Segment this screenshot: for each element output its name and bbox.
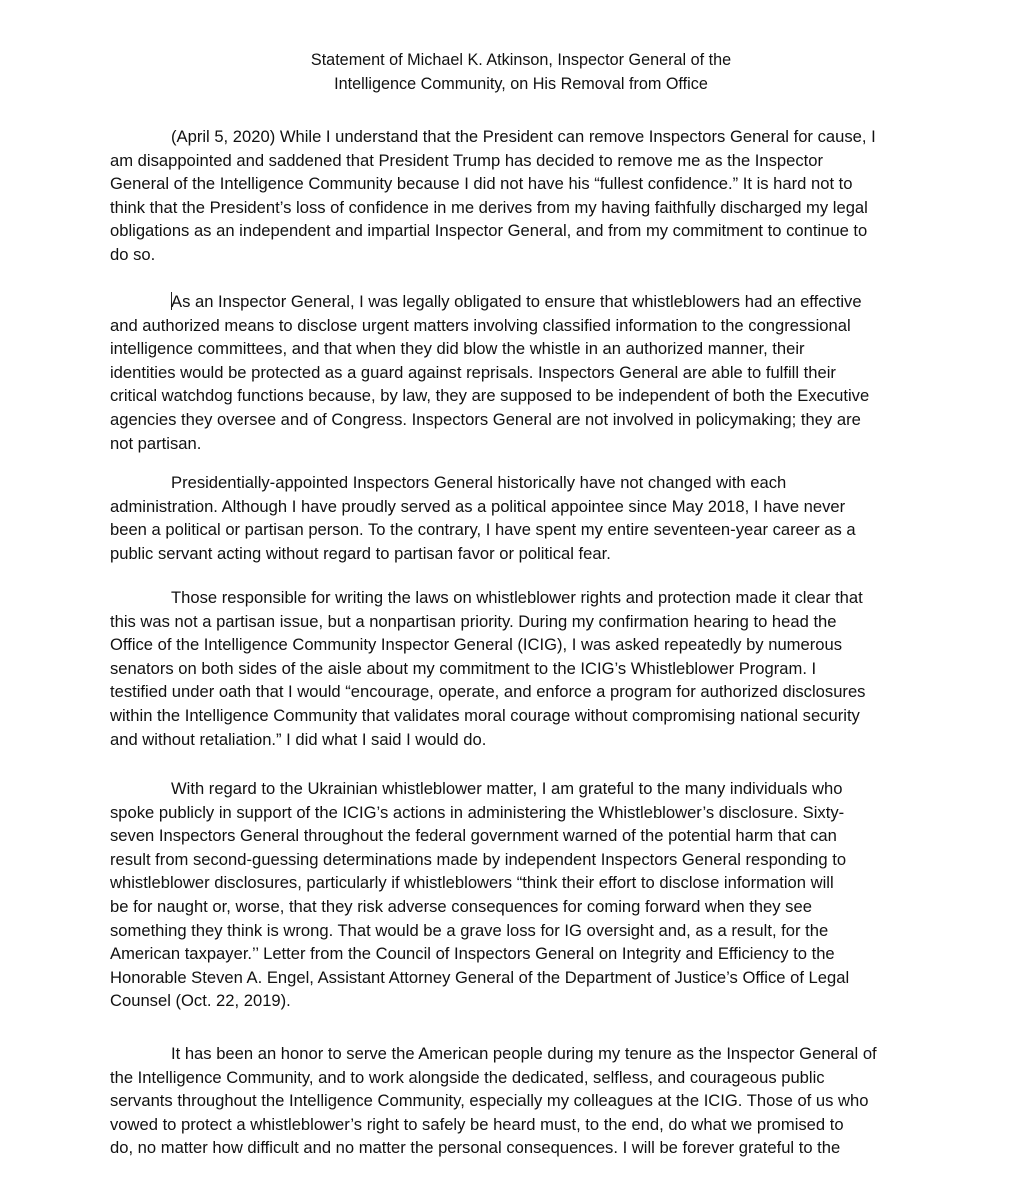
paragraph-line: and authorized means to disclose urgent matters involving classified information to the congressional xyxy=(110,315,851,335)
paragraph-line: vowed to protect a whistleblower’s right to safely be heard must, to the end, do what we promised to xyxy=(110,1114,844,1134)
paragraph-line: result from second-guessing determinations made by independent Inspectors General responding to xyxy=(110,849,847,869)
paragraph-line: intelligence committees, and that when they did blow the whistle in an authorized manner, their xyxy=(110,339,805,359)
paragraph-line: Office of the Intelligence Community Inspector General (ICIG), I was asked repeatedly by numerous xyxy=(110,635,843,655)
title-line-1: Statement of Michael K. Atkinson, Inspector General of the xyxy=(310,51,732,69)
paragraph-3 xyxy=(110,471,942,565)
paragraph-line: this was not a partisan issue, but a nonpartisan priority. During my confirmation hearing to head the xyxy=(110,611,837,631)
paragraph-line: been a political or partisan person. To the contrary, I have spent my entire seventeen-year career as a xyxy=(110,520,856,540)
paragraph-line: servants throughout the Intelligence Community, especially my colleagues at the ICIG. Those of us who xyxy=(110,1091,869,1111)
paragraph-line: Honorable Steven A. Engel, Assistant Attorney General of the Department of Justice’s Office of Legal xyxy=(110,967,850,987)
paragraph-line-text: As an Inspector General, I was legally obligated to ensure that whistleblowers had an effective xyxy=(171,292,862,311)
paragraph-line: Counsel (Oct. 22, 2019). xyxy=(110,991,291,1011)
paragraph-line: It has been an honor to serve the American people during my tenure as the Inspector General of xyxy=(171,1044,877,1063)
paragraph-5 xyxy=(110,777,942,1013)
paragraph-line: am disappointed and saddened that President Trump has decided to remove me as the Inspector xyxy=(110,150,824,170)
title-line-2: Intelligence Community, on His Removal from Office xyxy=(334,75,708,93)
paragraph-line: General of the Intelligence Community because I did not have his “fullest confidence.” It is hard not to xyxy=(110,174,853,194)
paragraph-line: whistleblower disclosures, particularly if whistleblowers “think their effort to disclose information will xyxy=(110,873,834,893)
paragraph-6 xyxy=(110,1042,942,1160)
paragraph-line: agencies they oversee and of Congress. Inspectors General are not involved in policymaking; they are xyxy=(110,409,861,429)
paragraph-4 xyxy=(110,586,942,751)
paragraph-line: obligations as an independent and impartial Inspector General, and from my commitment to continue to xyxy=(110,221,868,241)
paragraph-line: critical watchdog functions because, by law, they are supposed to be independent of both the Executive xyxy=(110,386,870,406)
paragraph-line: be for naught or, worse, that they risk adverse consequences for coming forward when they see xyxy=(110,896,812,916)
paragraph-line: something they think is wrong. That would be a grave loss for IG oversight and, as a result, for the xyxy=(110,920,829,940)
paragraph-line: With regard to the Ukrainian whistleblower matter, I am grateful to the many individuals who xyxy=(171,779,843,798)
paragraph-line: the Intelligence Community, and to work alongside the dedicated, selfless, and courageous public xyxy=(110,1067,825,1087)
paragraph-line: think that the President’s loss of confidence in me derives from my having faithfully discharged my legal xyxy=(110,197,868,217)
paragraph-line: and without retaliation.” I did what I said I would do. xyxy=(110,729,487,749)
paragraph-line-with-cursor[interactable] xyxy=(110,290,942,314)
paragraph-line: Those responsible for writing the laws on whistleblower rights and protection made it clear that xyxy=(171,588,863,607)
paragraph-line: do so. xyxy=(110,244,156,264)
paragraph-2 xyxy=(110,290,942,455)
paragraph-line: public servant acting without regard to partisan favor or political fear. xyxy=(110,543,611,563)
paragraph-line: identities would be protected as a guard against reprisals. Inspectors General are able to fulfill their xyxy=(110,362,836,382)
paragraph-line: testified under oath that I would “encourage, operate, and enforce a program for authorized disclosures xyxy=(110,682,866,702)
paragraph-line: (April 5, 2020) While I understand that the President can remove Inspectors General for cause, I xyxy=(171,127,876,146)
paragraph-line: American taxpayer.’’ Letter from the Council of Inspectors General on Integrity and Efficiency to the xyxy=(110,944,835,964)
document-title xyxy=(0,48,1016,96)
paragraph-line: spoke publicly in support of the ICIG’s actions in administering the Whistleblower’s disclosure. Sixty- xyxy=(110,802,845,822)
paragraph-line: not partisan. xyxy=(110,433,202,453)
paragraph-1 xyxy=(110,125,942,267)
paragraph-line: within the Intelligence Community that validates moral courage without compromising national security xyxy=(110,705,860,725)
paragraph-line: Presidentially-appointed Inspectors General historically have not changed with each xyxy=(171,473,787,492)
paragraph-line: administration. Although I have proudly served as a political appointee since May 2018, I have never xyxy=(110,496,846,516)
paragraph-line: senators on both sides of the aisle about my commitment to the ICIG’s Whistleblower Program. I xyxy=(110,658,817,678)
paragraph-line: do, no matter how difficult and no matter the personal consequences. I will be forever grateful to the xyxy=(110,1138,841,1158)
paragraph-line: seven Inspectors General throughout the federal government warned of the potential harm that can xyxy=(110,826,837,846)
